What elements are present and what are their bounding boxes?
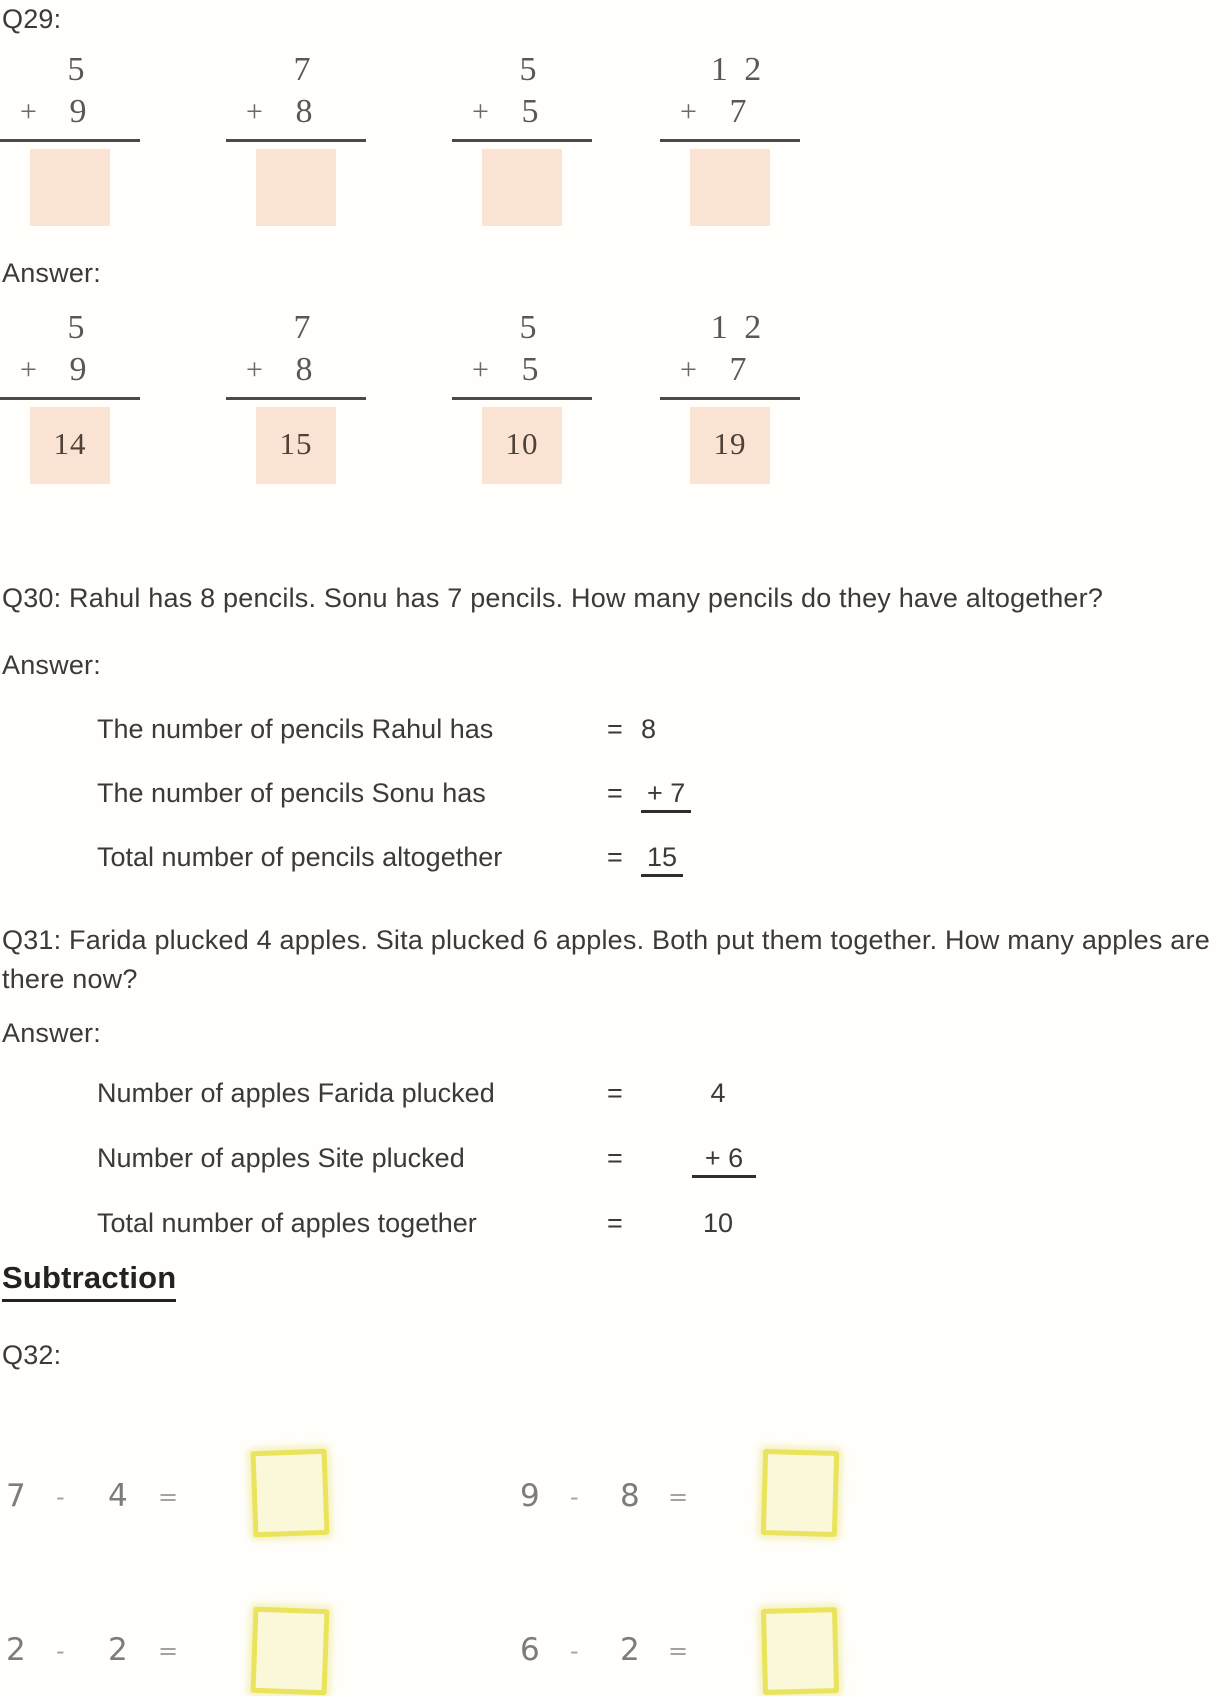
equals-sign: = (158, 1483, 179, 1511)
minus-sign: - (56, 1483, 65, 1511)
sum-line (0, 139, 140, 142)
answer-box-blank (30, 149, 110, 226)
minuend: 6 (520, 1632, 540, 1668)
minus-sign: - (56, 1637, 65, 1665)
plus-sign: + (20, 353, 37, 386)
addition-problem (660, 50, 800, 226)
addition-problem (452, 50, 592, 226)
q29-label: Q29: (2, 4, 62, 34)
sum-line (660, 139, 800, 142)
answer-box-blank (251, 1449, 330, 1538)
answer-box-blank (761, 1607, 839, 1695)
plus-sign: + (680, 95, 697, 128)
addition-top-number: 5 (519, 51, 541, 88)
equation-value-underlined: 15 (641, 842, 683, 877)
subtrahend: 2 (108, 1632, 128, 1668)
equation-value-underlined: + 6 (692, 1143, 756, 1178)
equation-value: 4 (710, 1078, 726, 1108)
addition-problem-solved (0, 308, 140, 484)
equation-value: 10 (702, 1208, 734, 1238)
addition-problem-solved (452, 308, 592, 484)
addition-top-number: 7 (293, 51, 315, 88)
equation-row (0, 1078, 1231, 1114)
plus-sign: + (20, 95, 37, 128)
sum-line (226, 139, 366, 142)
minus-sign: - (570, 1637, 579, 1665)
addition-addend: 8 (295, 93, 313, 130)
addition-top-number: 5 (67, 309, 89, 346)
equals-sign: = (607, 1143, 623, 1173)
equals-sign: = (668, 1483, 689, 1511)
subtraction-row (0, 1632, 1231, 1676)
plus-sign: + (680, 353, 697, 386)
equation-label: Total number of pencils altogether (97, 842, 503, 872)
addition-problem-solved (660, 308, 800, 484)
addition-addend: 8 (295, 351, 313, 388)
answer-box-blank (251, 1607, 330, 1696)
equals-sign: = (607, 714, 623, 744)
equation-value-underlined: + 7 (641, 778, 691, 813)
q30-answer-label: Answer: (2, 650, 101, 680)
addition-problem-solved (226, 308, 366, 484)
equals-sign: = (607, 1208, 623, 1238)
answer-box-value: 15 (256, 407, 336, 484)
sum-line (452, 139, 592, 142)
q29-answer-label: Answer: (2, 258, 101, 288)
equals-sign: = (668, 1637, 689, 1665)
minuend: 2 (6, 1632, 26, 1668)
addition-problem (0, 50, 140, 226)
equals-sign: = (607, 778, 623, 808)
subtrahend: 2 (620, 1632, 640, 1668)
answer-box-blank (482, 149, 562, 226)
addition-top-number: 5 (519, 309, 541, 346)
equation-value: 8 (641, 714, 657, 744)
addition-addend: 7 (729, 351, 747, 388)
equation-label: Total number of apples together (97, 1208, 477, 1238)
equation-row (0, 1208, 1231, 1244)
q31-answer-label: Answer: (2, 1018, 101, 1048)
answer-box-blank (761, 1449, 839, 1537)
addition-addend: 5 (521, 351, 539, 388)
addition-addend: 7 (729, 93, 747, 130)
q32-label: Q32: (2, 1340, 62, 1370)
equation-row (0, 778, 1231, 814)
addition-top-number: 7 (293, 309, 315, 346)
addition-addend: 9 (69, 351, 87, 388)
equation-label: Number of apples Site plucked (97, 1143, 465, 1173)
addition-addend: 5 (521, 93, 539, 130)
subtraction-heading-text: Subtraction (2, 1260, 176, 1302)
q31-question: Q31: Farida plucked 4 apples. Sita plucked 6 apples. Both put them together. How many apples are there now? (2, 925, 1210, 994)
sum-line (452, 397, 592, 400)
plus-sign: + (246, 95, 263, 128)
plus-sign: + (246, 353, 263, 386)
answer-box-value: 19 (690, 407, 770, 484)
equals-sign: = (158, 1637, 179, 1665)
subtraction-row (0, 1478, 1231, 1522)
equation-label: Number of apples Farida plucked (97, 1078, 495, 1108)
addition-top-number: 5 (67, 51, 89, 88)
q30-question: Q30: Rahul has 8 pencils. Sonu has 7 pencils. How many pencils do they have altogether? (2, 583, 1104, 613)
equals-sign: = (607, 1078, 623, 1108)
minuend: 9 (520, 1478, 540, 1514)
subtrahend: 4 (108, 1478, 128, 1514)
sum-line (226, 397, 366, 400)
equation-row (0, 1143, 1231, 1179)
addition-problem (226, 50, 366, 226)
answer-box-value: 10 (482, 407, 562, 484)
addition-addend: 9 (69, 93, 87, 130)
subtraction-heading (2, 1260, 176, 1302)
equation-row (0, 842, 1231, 878)
addition-top-number: 1 2 (710, 51, 766, 88)
minuend: 7 (6, 1478, 26, 1514)
sum-line (660, 397, 800, 400)
answer-box-blank (256, 149, 336, 226)
minus-sign: - (570, 1483, 579, 1511)
equation-label: The number of pencils Rahul has (97, 714, 494, 744)
answer-box-value: 14 (30, 407, 110, 484)
sum-line (0, 397, 140, 400)
equation-label: The number of pencils Sonu has (97, 778, 486, 808)
equals-sign: = (607, 842, 623, 872)
plus-sign: + (472, 353, 489, 386)
answer-box-blank (690, 149, 770, 226)
addition-top-number: 1 2 (710, 309, 766, 346)
subtrahend: 8 (620, 1478, 640, 1514)
plus-sign: + (472, 95, 489, 128)
equation-row (0, 714, 1231, 750)
